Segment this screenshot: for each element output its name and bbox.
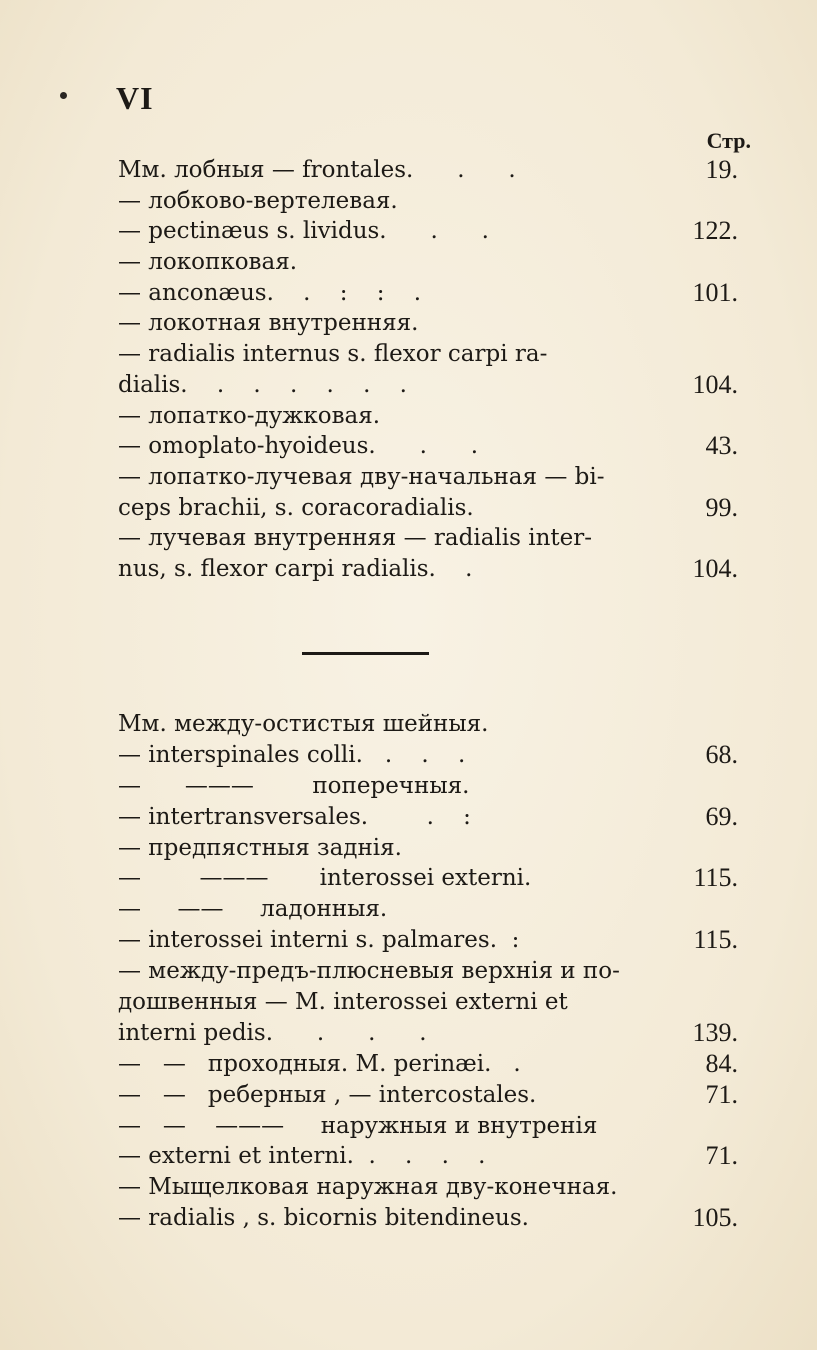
entry-text: дошвенныя — M. interossei externi et: [118, 989, 568, 1016]
index-section-1: [118, 155, 738, 585]
entry-text: Мм. лобныя — frontales. . .: [118, 157, 516, 183]
entry-text: — лопатко-лучевая дву-начальная — bi-: [118, 463, 605, 490]
index-entry: [118, 401, 738, 432]
entry-page-ref: 71.: [705, 1079, 738, 1109]
index-entry: [118, 186, 738, 217]
index-entry: [118, 1203, 738, 1234]
entry-page-ref: 122.: [692, 216, 738, 246]
entry-text: — предпястныя заднія.: [118, 834, 402, 861]
index-entry: [118, 833, 738, 864]
entry-page-ref: 84.: [705, 1048, 738, 1078]
index-entry: [118, 863, 738, 894]
entry-page-ref: 104.: [692, 553, 738, 583]
entry-text: dialis. . . . . . .: [118, 371, 407, 398]
entry-page-ref: 101.: [692, 277, 738, 307]
entry-page-ref: 99.: [705, 492, 738, 522]
entry-page-ref: 71.: [705, 1141, 738, 1171]
index-entry: [118, 339, 738, 370]
index-entry: [118, 523, 738, 554]
entry-page-ref: 19.: [705, 155, 738, 184]
entry-text: — intertransversales. . :: [118, 803, 471, 830]
index-entry: [118, 771, 738, 802]
index-section-2: [118, 709, 738, 1234]
index-entry: [118, 1049, 738, 1080]
entry-page-ref: 104.: [692, 369, 738, 399]
entry-text: — interspinales colli. . . .: [118, 741, 466, 768]
index-entry: [118, 370, 738, 401]
index-entry: [118, 554, 738, 585]
entry-text: — pectinæus s. lividus. . .: [118, 218, 489, 245]
entry-text: — ——— поперечныя.: [118, 772, 470, 799]
entry-page-ref: 43.: [705, 431, 738, 461]
index-entry: [118, 247, 738, 278]
index-entry: [118, 709, 738, 740]
entry-text: — Мыщелковая наружная дву-конечная.: [118, 1174, 618, 1201]
index-entry: [118, 155, 738, 186]
index-entry: [118, 1080, 738, 1111]
page-number: VI: [116, 80, 154, 116]
entry-text: — —— ладонныя.: [118, 896, 388, 923]
index-entry: [118, 740, 738, 771]
entry-text: — локопковая.: [118, 249, 298, 276]
index-entry: [118, 956, 738, 987]
entry-text: — — реберныя , — intercostales.: [118, 1081, 537, 1108]
entry-text: — interossei interni s. palmares. :: [118, 927, 520, 954]
entry-page-ref: 115.: [693, 863, 738, 893]
page-column-header: Стр.: [706, 128, 751, 153]
index-entry: [118, 431, 738, 462]
index-entry: [118, 894, 738, 925]
entry-text: interni pedis. . . .: [118, 1019, 427, 1046]
index-entry: [118, 987, 738, 1018]
index-entry: [118, 278, 738, 309]
index-entry: [118, 802, 738, 833]
entry-text: ceps brachii, s. coracoradialis.: [118, 494, 474, 521]
entry-page-ref: 105.: [692, 1203, 738, 1233]
index-entry: [118, 1111, 738, 1142]
entry-text: — radialis internus s. flexor carpi ra-: [118, 341, 548, 368]
entry-text: — локотная внутренняя.: [118, 310, 419, 337]
entry-text: — — проходныя. M. perinæi. .: [118, 1050, 521, 1077]
entry-text: — лобково-вертелевая.: [118, 187, 398, 214]
entry-text: Мм. между-остистыя шейныя.: [118, 711, 489, 737]
entry-text: — ——— interossei externi.: [118, 865, 532, 892]
index-entry: [118, 1141, 738, 1172]
entry-text: — лучевая внутренняя — radialis inter-: [118, 525, 593, 552]
entry-text: — anconæus. . : : .: [118, 279, 422, 306]
index-entry: [118, 216, 738, 247]
index-entry: [118, 493, 738, 524]
entry-text: — radialis , s. bicornis bitendineus.: [118, 1205, 529, 1232]
entry-page-ref: 69.: [705, 801, 738, 831]
section-divider: [302, 652, 429, 655]
entry-text: — omoplato-hyoideus. . .: [118, 433, 479, 460]
entry-text: — между-предъ-плюсневыя верхнія и по-: [118, 958, 620, 985]
entry-page-ref: 115.: [693, 925, 738, 955]
margin-dot: [60, 92, 67, 99]
index-entry: [118, 308, 738, 339]
index-entry: [118, 462, 738, 493]
entry-text: — лопатко-дужковая.: [118, 402, 381, 429]
entry-text: — externi et interni. . . . .: [118, 1143, 486, 1170]
entry-text: nus, s. flexor carpi radialis. .: [118, 555, 473, 582]
index-entry: [118, 1172, 738, 1203]
index-entry: [118, 1018, 738, 1049]
entry-page-ref: 68.: [705, 739, 738, 769]
entry-text: — — ——— наружныя и внутренія: [118, 1112, 598, 1139]
entry-page-ref: 139.: [692, 1017, 738, 1047]
index-entry: [118, 925, 738, 956]
